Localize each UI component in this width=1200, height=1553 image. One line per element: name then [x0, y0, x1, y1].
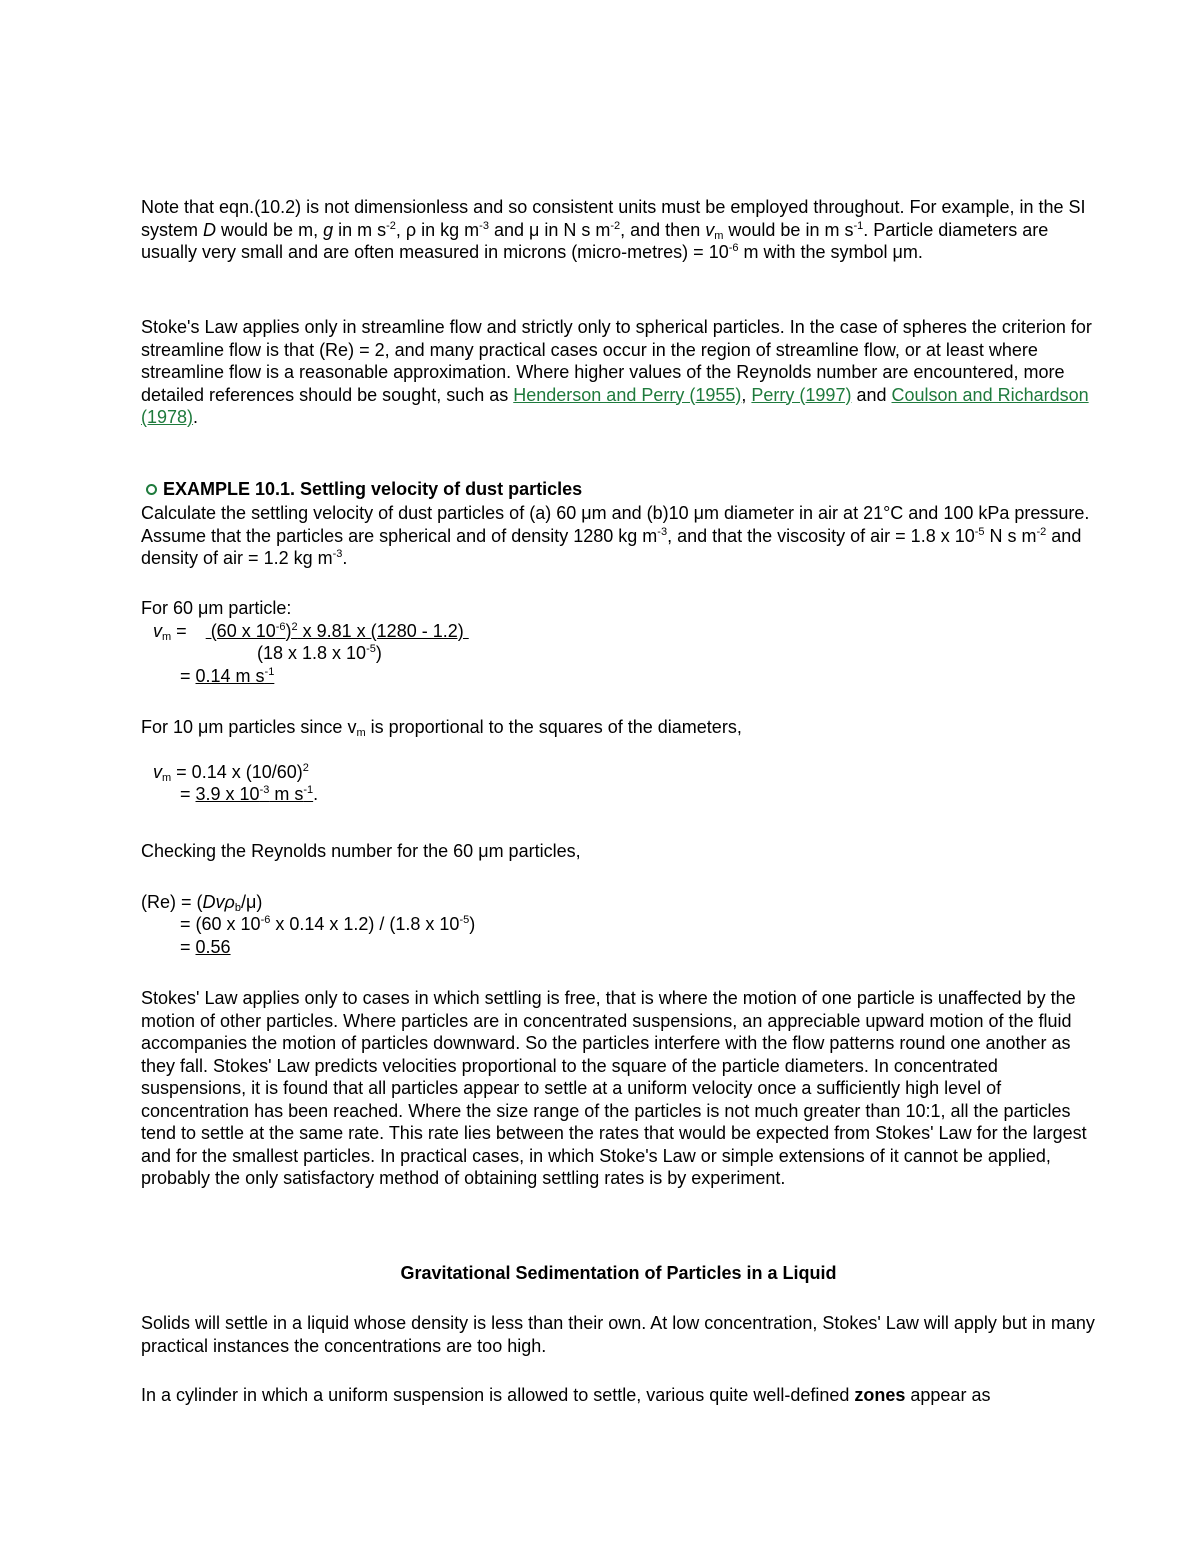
calc-reynolds-line2: = (60 x $10^{-6}$ x 0.14 x 1.2) / (1.8 x $10^{-5}$) [180, 914, 476, 934]
bullet-circle-icon [146, 484, 157, 495]
hindered-settling-paragraph: Stokes' Law applies only to cases in which settling is free, that is where the motion of one particle is unaffected by the motion of other particles. Where particles are in concentrated suspensions, an appreciable upward motion of the fluid accompanies the motion of particles downward. So the particles interfere with the flow patterns round one another as they fall. Stokes' Law predicts velocities proportional to the square of the particle diameters. In concentrated suspensions, it is found that all particles appear to settle at a uniform velocity once a sufficiently high level of concentration has been reached. Where the size range of the particles is not much greater than 10:1, all the particles tend to settle at the same rate. This rate lies between the rates that would be expected from Stokes' Law for the largest and for the smallest particles. In practical cases, in which Stoke's Law or simple extensions of it cannot be applied, probably the only satisfactory method of obtaining settling rates is by experiment. [141, 988, 1087, 1188]
calc-10-label: For 10 μm particles since $v_m$ is proportional to the squares of the diameters, [141, 717, 742, 739]
example-heading: EXAMPLE 10.1. Settling velocity of dust particles [141, 478, 1096, 501]
calc-reynolds-result: 0.56 [195, 936, 231, 957]
calc-60-result-line: = 0.14 m $s^{-1}$ [180, 665, 275, 686]
streamline-paragraph: Stoke's Law applies only in streamline flow and strictly only to spherical particles. In the case of spheres the criterion for streamline flow is that (Re) = 2, and many practical cases occur in the region of streamline flow, or at least where streamline flow is a reasonable approximation. Where higher values of the Reynolds number are encountered, more detailed references should be sought, such as Henderson and Perry (1955), Perry (1997) and Coulson and Richardson (1978). [141, 317, 1092, 427]
zones-paragraph: In a cylinder in which a uniform suspension is allowed to settle, various quite well-defined zones appear as [141, 1385, 991, 1405]
calc-60-numerator: (60 x $10^{-6})^2$ x 9.81 x (1280 - 1.2) [205, 620, 469, 641]
example-statement: Calculate the settling velocity of dust particles of (a) 60 μm and (b)10 μm diameter in air at 21°C and 100 kPa pressure. Assume that the particles are spherical and of density 1280 kg $m^{-3}$, and that the viscosity of air = 1.8 x $10^{-5}$ N s $m^{-2}$ and density of air = 1.2 kg $m^{-3}$. [141, 503, 1090, 568]
calc-60-denominator: (18 x 1.8 x $10^{-5}$) [257, 643, 382, 663]
reference-link-henderson-perry[interactable]: Henderson and Perry (1955) [513, 384, 742, 405]
sedimentation-paragraph: Solids will settle in a liquid whose density is less than their own. At low concentration, Stokes' Law will apply but in many practical instances the concentrations are too high. [141, 1313, 1095, 1356]
calc-10-result: 3.9 x $10^{-3}$ m $s^{-1}$ [195, 784, 314, 804]
reference-link-perry[interactable]: Perry (1997) [751, 384, 852, 405]
reference-link-coulson-richardson[interactable]: Coulson and Richardson (1978) [141, 384, 1089, 427]
section-heading: Gravitational Sedimentation of Particles in a Liquid [400, 1263, 837, 1283]
calc-60-result: 0.14 m $s^{-1}$ [195, 665, 275, 686]
calc-reynolds [141, 840, 1096, 958]
calc-reynolds-result-line: = 0.56 [180, 936, 231, 957]
calc-reynolds-line1: (Re) = (Dvρ$_b$/μ) [141, 891, 263, 914]
calc-10-line1: $v_m = 0.14$ x $(10/60)^2$ [153, 761, 309, 784]
calc-60-micron [141, 597, 1096, 687]
calc-reynolds-label: Checking the Reynolds number for the 60 μm particles, [141, 841, 581, 861]
calc-10-micron [141, 716, 1096, 806]
calc-10-result-line: = 3.9 x $10^{-3}$ m $s^{-1}$. [180, 784, 319, 804]
calc-60-label: For 60 μm particle: [141, 598, 292, 618]
calc-60-numerator-line: $v_m = (60$ x $10^{-6})^2$ x 9.81 x (1280 - 1.2) [153, 620, 469, 643]
units-paragraph: Note that eqn.(10.2) is not dimensionless and so consistent units must be employed throughout. For example, in the SI system D would be m, g in m $s^{-2}$, ρ in kg $m^{-3}$ and μ in N s $m^{-2}$, and then $v_m$ would be in m $s^{-1}$. Particle diameters are usually very small and are often measured in microns (micro-metres) = $10^{-6}$ m with the symbol μm. [141, 197, 1086, 262]
